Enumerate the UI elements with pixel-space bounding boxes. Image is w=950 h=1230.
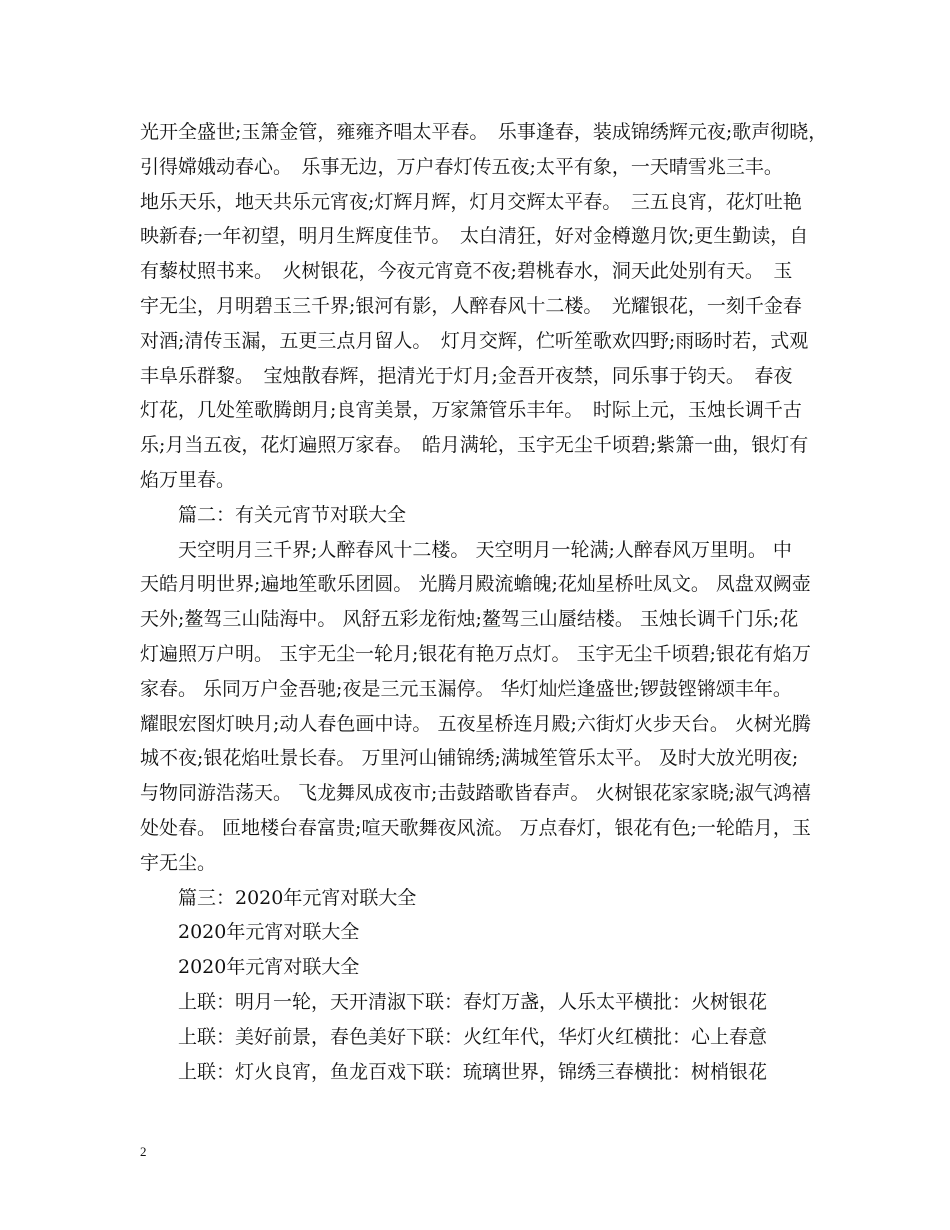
text-line: 天皓月明世界;遍地笙歌乐团圆。 光腾月殿流蟾魄;花灿星桥吐凤文。 凤盘双阙壶 — [140, 573, 811, 596]
couplet-line: 上联：美好前景，春色美好下联：火红年代，华灯火红横批：心上春意 — [140, 1025, 768, 1048]
text-line: 宇无尘。 — [140, 851, 217, 874]
text-line: 耀眼宏图灯映月;动人春色画中诗。 五夜星桥连月殿;六街灯火步天台。 火树光腾 — [140, 712, 811, 735]
text-line: 地乐天乐，地天共乐元宵夜;灯辉月辉，灯月交辉太平春。 三五良宵，花灯吐艳 — [140, 190, 802, 213]
text-line: 天空明月三千界;人醉春风十二楼。 天空明月一轮满;人醉春风万里明。 中 — [140, 538, 792, 561]
text-line: 对酒;清传玉漏，五更三点月留人。 灯月交辉，伫听笙歌欢四野;雨旸时若，式观 — [140, 329, 809, 352]
text-line: 灯遍照万户明。 玉宇无尘一轮月;银花有艳万点灯。 玉宇无尘千顷碧;银花有焰万 — [140, 642, 811, 665]
text-line: 引得嫦娥动春心。 乐事无边，万户春灯传五夜;太平有象，一天晴雪兆三丰。 — [140, 155, 783, 178]
couplet-line: 上联：灯火良宵，鱼龙百戏下联：琉璃世界，锦绣三春横批：树梢银花 — [140, 1060, 768, 1083]
page-number: 2 — [140, 1144, 147, 1159]
text-line: 焰万里春。 — [140, 468, 236, 491]
text-line: 灯花，几处笙歌腾朗月;良宵美景，万家箫管乐丰年。 时际上元，玉烛长调千古 — [140, 399, 802, 422]
text-line: 与物同游浩荡天。 飞龙舞凤成夜市;击鼓踏歌皆春声。 火树银花家家晓;淑气鸿禧 — [140, 782, 811, 805]
text-line: 有藜杖照书来。 火树银花，今夜元宵竟不夜;碧桃春水，洞天此处别有天。 玉 — [140, 260, 793, 283]
text-line: 家春。 乐同万户金吾驰;夜是三元玉漏停。 华灯灿烂逢盛世;锣鼓铿锵颂丰年。 — [140, 677, 792, 700]
subheading: 2020年元宵对联大全 — [140, 956, 360, 979]
text-line: 宇无尘，月明碧玉三千界;银河有影，人醉春风十二楼。 光耀银花，一刻千金春 — [140, 294, 802, 317]
text-line: 处处春。 匝地楼台春富贵;喧天歌舞夜风流。 万点春灯，银花有色;一轮皓月，玉 — [140, 816, 811, 839]
text-line: 城不夜;银花焰吐景长春。 万里河山铺锦绣;满城笙管乐太平。 及时大放光明夜; — [140, 747, 799, 770]
text-line: 映新春;一年初望，明月生辉度佳节。 太白清狂，好对金樽邀月饮;更生勤读，自 — [140, 225, 809, 248]
subheading: 2020年元宵对联大全 — [140, 921, 360, 944]
text-line: 天外;鳌驾三山陆海中。 风舒五彩龙衔烛;鳌驾三山蜃结楼。 玉烛长调千门乐;花 — [140, 608, 799, 631]
couplet-line: 上联：明月一轮，天开清淑下联：春灯万盏，人乐太平横批：火树银花 — [140, 990, 768, 1013]
section-heading: 篇三：2020年元宵对联大全 — [140, 886, 417, 909]
text-line: 丰阜乐群黎。 宝烛散春辉，挹清光于灯月;金吾开夜禁，同乐事于钧天。 春夜 — [140, 364, 793, 387]
text-line: 乐;月当五夜，花灯遍照万家春。 皓月满轮，玉宇无尘千顷碧;紫箫一曲，银灯有 — [140, 434, 809, 457]
section-heading: 篇二：有关元宵节对联大全 — [140, 503, 407, 526]
document-body — [140, 115, 828, 1089]
text-line: 光开全盛世;玉箫金管，雍雍齐唱太平春。 乐事逢春，装成锦绣辉元夜;歌声彻晓， — [140, 121, 828, 143]
